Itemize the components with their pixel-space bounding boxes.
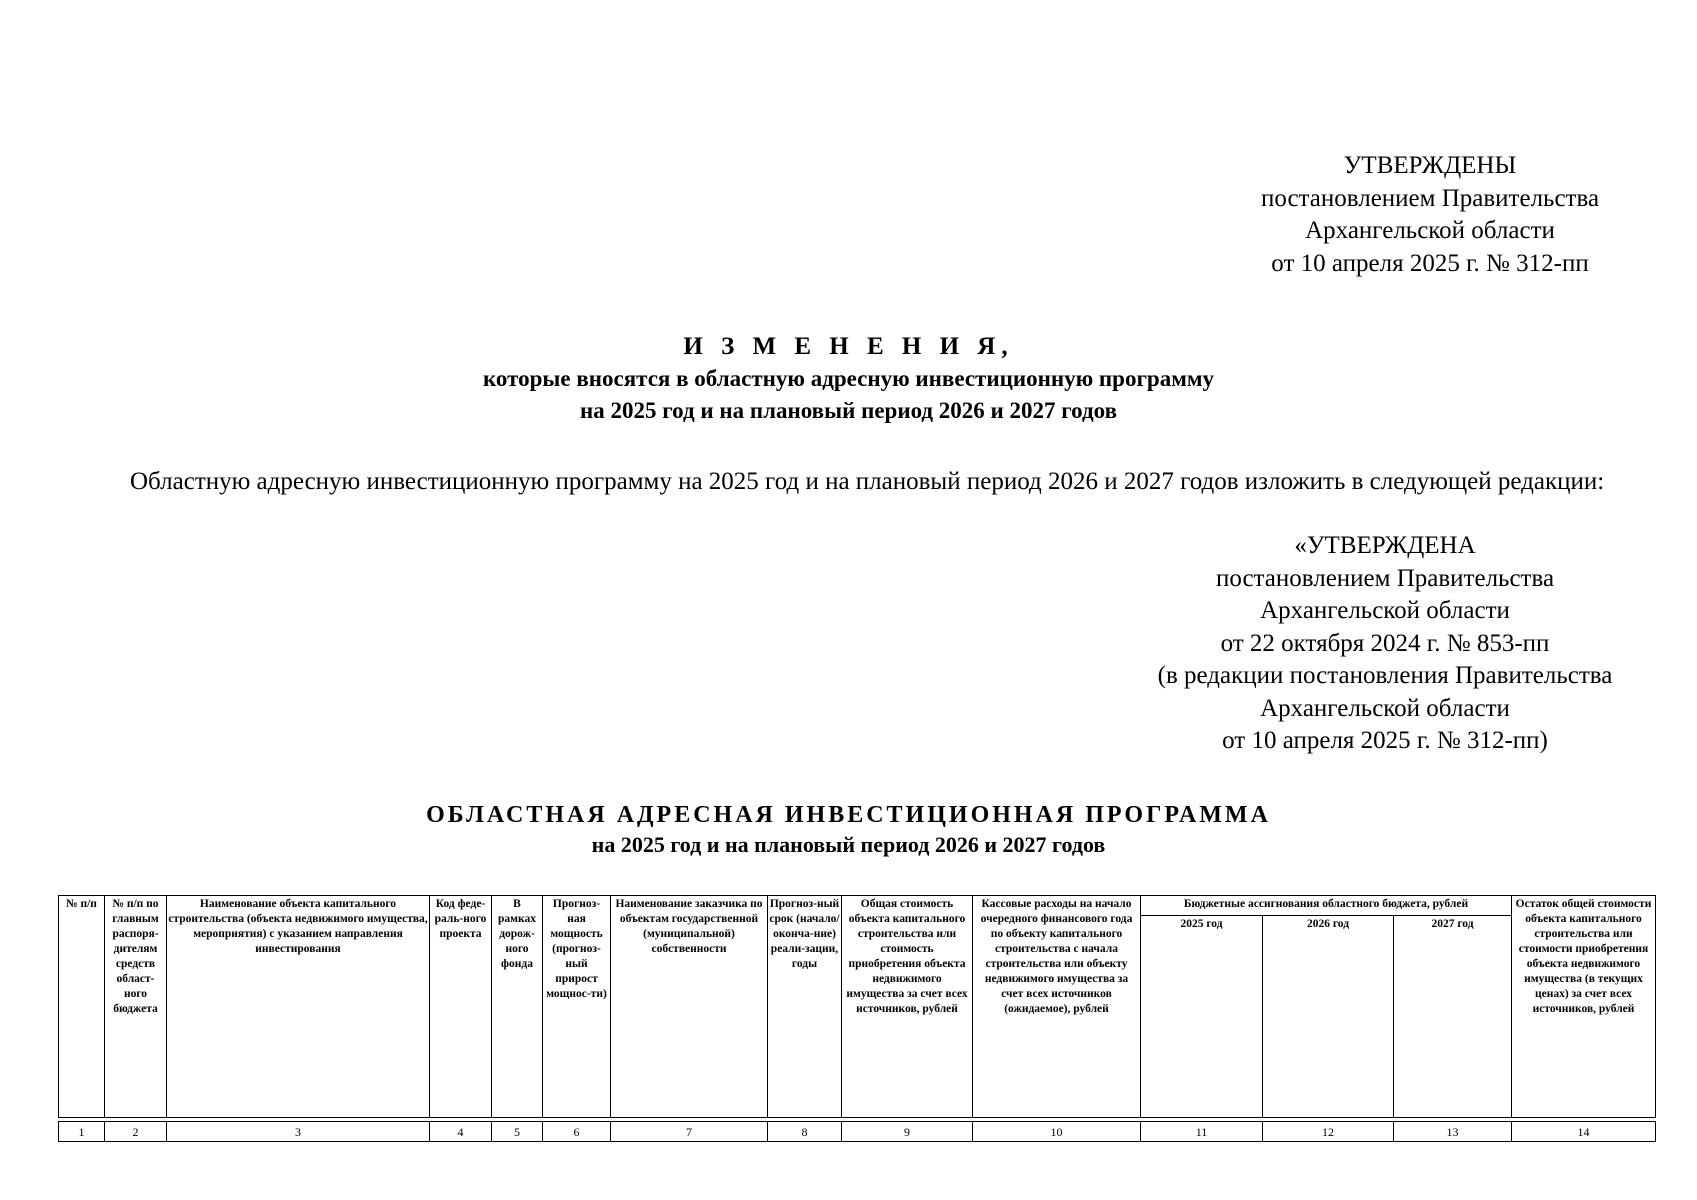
header-cell-object-name: Наименование объекта капитального строительства (объекта недвижимого имущества, мероприятия) с указанием направления инвестирования	[167, 896, 430, 1118]
header-cell-budget-allocations: Бюджетные ассигнования областного бюджета, рублей	[1141, 896, 1512, 916]
approval-line: «УТВЕРЖДЕНА	[1294, 532, 1476, 559]
header-cell-customer-name: Наименование заказчика по объектам государственной (муниципальной) собственности	[611, 896, 768, 1118]
program-title: ОБЛАСТНАЯ АДРЕСНАЯ ИНВЕСТИЦИОННАЯ ПРОГРАММА	[426, 802, 1271, 828]
column-number-cell: 6	[543, 1122, 611, 1142]
document-subtitle: на 2025 год и на плановый период 2026 и 2027 годов	[580, 398, 1117, 423]
approval-line: от 22 октября 2024 г. № 853-пп	[1220, 629, 1550, 657]
approval-line: от 10 апреля 2025 г. № 312-пп	[1271, 249, 1589, 277]
document-title: И З М Е Н Е Н И Я,	[683, 333, 1014, 360]
column-number-cell: 10	[973, 1122, 1141, 1142]
column-number-cell: 11	[1141, 1122, 1263, 1142]
header-cell-total-cost: Общая стоимость объекта капитального строительства или стоимость приобретения объекта недвижимого имущества за счет всех источников, рублей	[842, 896, 973, 1118]
approval-line: постановлением Правительства	[1215, 564, 1555, 592]
column-number-cell: 14	[1512, 1122, 1656, 1142]
column-number-cell: 13	[1394, 1122, 1512, 1142]
header-cell-federal-project-code: Код феде-раль-ного проекта	[430, 896, 492, 1118]
program-subtitle: на 2025 год и на плановый период 2026 и 2027 годов	[591, 832, 1106, 857]
approval-line: (в редакции постановления Правительства	[1157, 662, 1613, 689]
approval-line: Архангельской области	[1305, 217, 1555, 244]
program-table-header	[58, 895, 1656, 1118]
header-cell-year-2026: 2026 год	[1263, 916, 1394, 1118]
program-table-column-numbers	[58, 1121, 1656, 1142]
approval-line: Архангельской области	[1260, 694, 1510, 722]
intro-paragraph: Областную адресную инвестиционную программу на 2025 год и на плановый период 2026 и 2027 годов изложить в следующей редакции:	[130, 468, 1605, 495]
header-cell-number: № п/п	[59, 896, 105, 1118]
column-number-cell: 3	[167, 1122, 430, 1142]
column-number-cell: 5	[492, 1122, 543, 1142]
approval-stamp-top	[1230, 150, 1630, 280]
approval-line: УТВЕРЖДЕНЫ	[1343, 152, 1517, 179]
approval-line: от 10 апреля 2025 г. № 312-пп)	[1222, 727, 1548, 754]
column-number-cell: 8	[768, 1122, 842, 1142]
document-subtitle: которые вносятся в областную адресную инвестиционную программу	[482, 366, 1215, 391]
approval-line: постановлением Правительства	[1260, 184, 1600, 212]
column-number-cell: 7	[611, 1122, 768, 1142]
column-number-cell: 1	[59, 1122, 105, 1142]
header-cell-budget-holder-number: № п/п по главным распоря-дителям средств област-ного бюджета	[105, 896, 167, 1118]
header-cell-cash-expenses: Кассовые расходы на начало очередного финансового года по объекту капитального строительства с начала строительства или объекту недвижимого имущества за счет всех источников (ожидаемое), рублей	[973, 896, 1141, 1118]
header-cell-year-2027: 2027 год	[1394, 916, 1512, 1118]
column-number-cell: 9	[842, 1122, 973, 1142]
column-number-cell: 4	[430, 1122, 492, 1142]
header-cell-road-fund: В рамках дорож-ного фонда	[492, 896, 543, 1118]
header-cell-capacity: Прогноз-ная мощность (прогноз-ный прирост мощнос-ти)	[543, 896, 611, 1118]
header-cell-remaining-cost: Остаток общей стоимости объекта капитального строительства или стоимости приобретения объекта недвижимого имущества (в текущих ценах) за счет всех источников, рублей	[1512, 896, 1656, 1118]
approval-stamp-program	[1120, 530, 1650, 758]
header-cell-implementation-period: Прогноз-ный срок (начало/ оконча-ние) реали-зации, годы	[768, 896, 842, 1118]
approval-line: Архангельской области	[1260, 597, 1510, 624]
header-cell-year-2025: 2025 год	[1141, 916, 1263, 1118]
column-number-cell: 2	[105, 1122, 167, 1142]
column-number-cell: 12	[1263, 1122, 1394, 1142]
